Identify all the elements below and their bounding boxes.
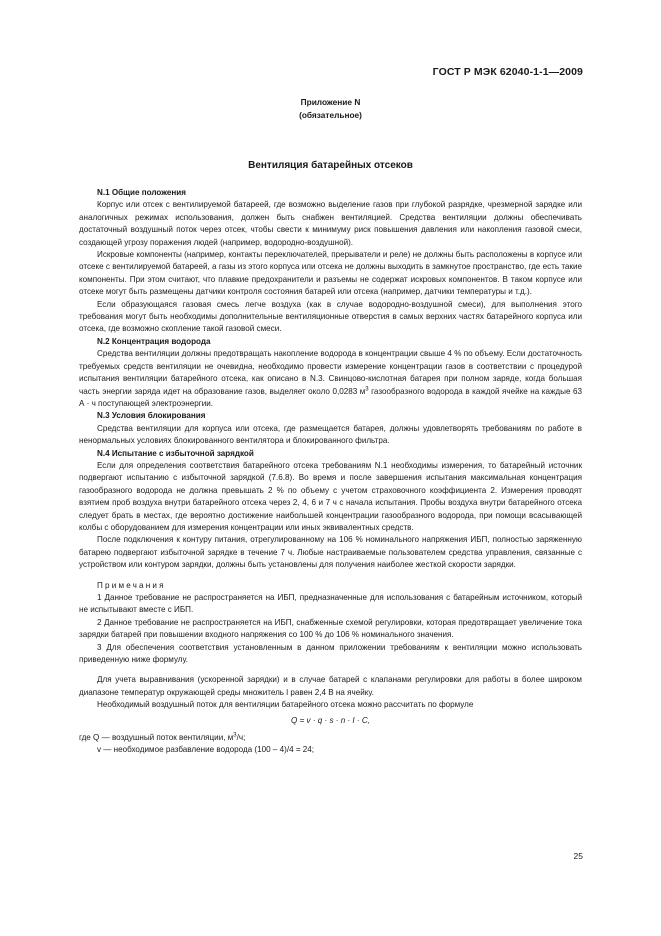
paragraph: Если для определения соответствия батарейного отсека требованиям N.1 необходимы измерения, то батарейный источник подвергают испытанию с избыточной зарядкой (7.6.8). Во время и после завершения испытания максимальная концентрация газообразного водорода не должна превышать 2 % по объему с учетом страховочного коэффициента 2. Измерения проводят взятием проб воздуха внутри батарейного отсека через 2, 4, 6 и 7 ч с начала испытания. Пробы воздуха внутри батарейного отсека следует брать в местах, где вероятно достижение наибольшей концентрации газообразного водорода, при помощи всасывающей колбы с оборудованием для измерения концентрации или иных эквивалентных средств. xyxy=(79,460,582,532)
note-item: 2 Данное требование не распространяется на ИБП, снабженные схемой регулировки, которая предотвращает увеличение тока зарядки батарей при повышении входного напряжения со 100 % до 106 % номинального значения. xyxy=(79,617,582,640)
annex-status: (обязательное) xyxy=(299,110,362,120)
page-title: Вентиляция батарейных отсеков xyxy=(248,160,413,171)
paragraph: После подключения к контуру питания, отрегулированному на 106 % номинального напряжения ИБП, полностью заряженную батарею подвергают избыточной зарядке в течение 7 ч. Любые настраиваемые пользователем средства управления, связанные с устройством или контуром зарядки, должны быть установлены для получения наиболее жесткой скорости зарядки. xyxy=(79,535,582,570)
text-run: газообразного водорода в каждой ячейке на каждые 63 А · ч поступающей электроэнергии. xyxy=(79,386,582,408)
text-run: где Q — воздушный поток вентиляции, м xyxy=(79,733,234,743)
paragraph xyxy=(79,348,582,410)
section-heading-n1: N.1 Общие положения xyxy=(97,188,186,197)
section-heading-n2: N.2 Концентрация водорода xyxy=(97,336,211,346)
superscript: 3 xyxy=(365,385,369,392)
paragraph: Корпус или отсек с вентилируемой батареей, где возможно выделение газов при глубокой разрядке, чрезмерной зарядке или аналогичных режимах использования, должен быть снабжен вентиляцией. Средства вентиляции должны обеспечивать достаточный воздушный поток через отсек, чтобы свести к минимуму риск повышения давления или накопления газовой смеси, создающей угрозу поражения людей (например, водородно-воздушной). xyxy=(79,200,582,247)
paragraph: Средства вентиляции для корпуса или отсека, где размещается батарея, должны удовлетворять требованиям по работе в ненормальных условиях блокированного вентилятора и блокированного фильтра. xyxy=(79,423,582,446)
text-run: Средства вентиляции должны предотвращать накопление водорода в концентрации свыше 4 % по объему. Если достаточность требуемых средств вентиляции не очевидна, необходимо провести измерение концентрации газов в соответствии с процедурой испытания вентиляции батарейного отсека, как описано в N.3. Свинцово-кислотная батарея при полном заряде, когда большая часть энергии заряда идет на образование газов, выделяет около 0,0283 м xyxy=(79,349,582,396)
legend-row: v — необходимое разбавление водорода (100 – 4)/4 = 24; xyxy=(97,745,315,755)
spacer xyxy=(79,666,582,674)
formula-legend xyxy=(79,732,582,757)
paragraph: Если образующаяся газовая смесь легче воздуха (как в случае водородно-воздушной смеси), для выполнения этого требования могут быть необходимы дополнительные вентиляционные отверстия в самых верхних частях батарейного корпуса или отсека, где возможно скопление такой газовой смеси. xyxy=(79,299,582,334)
notes-title: Примечания xyxy=(97,580,166,590)
formula: Q = v · q · s · n · I · C, xyxy=(291,715,370,725)
legend-row xyxy=(79,732,582,744)
text-run: /ч; xyxy=(236,733,246,743)
annex-title: Приложение N xyxy=(300,97,361,107)
standard-header: ГОСТ Р МЭК 62040-1-1—2009 xyxy=(432,66,583,78)
superscript: 3 xyxy=(233,732,237,739)
note-item: 1 Данное требование не распространяется на ИБП, предназначенные для использования с батарейным источником, который не испытывают вместе с ИБП. xyxy=(79,593,582,615)
spacer xyxy=(79,572,582,580)
section-heading-n3: N.3 Условия блокирования xyxy=(97,411,206,421)
paragraph: Необходимый воздушный поток для вентиляции батарейного отсека можно рассчитать по формуле xyxy=(97,700,474,710)
section-heading-n4: N.4 Испытание с избыточной зарядкой xyxy=(97,448,254,458)
note-item: 3 Для обеспечения соответствия установленным в данном приложении требованиям к вентиляции можно использовать приведенную ниже формулу. xyxy=(79,642,582,665)
page-number: 25 xyxy=(573,851,583,861)
paragraph: Искровые компоненты (например, контакты переключателей, прерыватели и реле) не должны быть расположены в корпусе или отсеке с вентилируемой батареей, а газы из этого корпуса или отсека не должны выходить в замкнутое пространство, где есть такие компоненты. При этом считают, что плавкие предохранители и разъемы не содержат искровых компонентов. В таком корпусе или отсеке могут быть размещены датчики контроля состояния батарей или отсека (например, датчики температуры и т.д.). xyxy=(79,250,582,297)
annex-heading xyxy=(0,96,661,122)
document-body xyxy=(79,187,582,757)
paragraph: Для учета выравнивания (ускоренной зарядки) и в случае батарей с клапанами регулировки для работы в более широком диапазоне температур окружающей среды множитель l равен 2,4 В на ячейку. xyxy=(79,675,582,697)
